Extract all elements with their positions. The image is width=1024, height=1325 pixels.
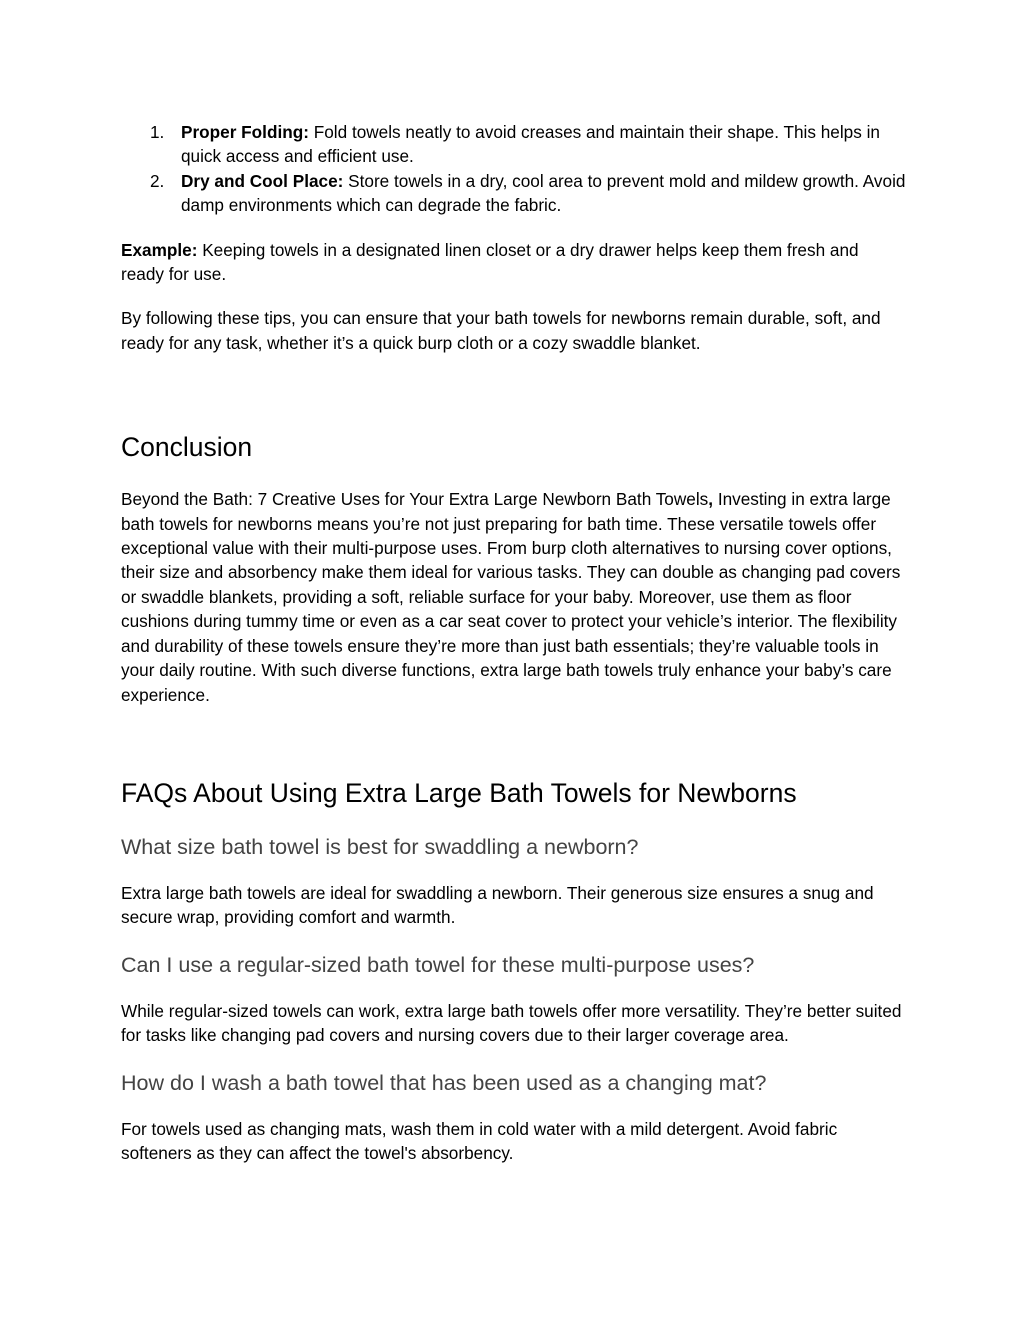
faq-answer: Extra large bath towels are ideal for swaddling a newborn. Their generous size ensures a snug and secure wrap, providing comfort and warmth. — [121, 882, 874, 928]
list-item — [121, 120, 906, 169]
list-item-text: Store towels in a dry, cool area to prevent mold and mildew growth. Avoid damp environments which can degrade the fabric. — [181, 170, 906, 216]
faq-question: How do I wash a bath towel that has been used as a changing mat? — [121, 1070, 767, 1095]
list-item-title: Dry and Cool Place: — [181, 170, 344, 191]
faq-question: What size bath towel is best for swaddling a newborn? — [121, 834, 639, 859]
list-item — [121, 169, 906, 218]
faq-answer: While regular-sized towels can work, extra large bath towels offer more versatility. They’re better suited for tasks like changing pad covers and nursing covers due to their larger coverage area. — [121, 1000, 902, 1046]
faq-question: Can I use a regular-sized bath towel for these multi-purpose uses? — [121, 952, 755, 977]
list-item-number: 2. — [150, 170, 165, 191]
list-item-text: Fold towels neatly to avoid creases and maintain their shape. This helps in quick access and efficient use. — [181, 122, 880, 167]
list-item-title: Proper Folding: — [181, 122, 309, 142]
conclusion-heading: Conclusion — [121, 432, 253, 463]
closing-tip-paragraph: By following these tips, you can ensure that your bath towels for newborns remain durable, soft, and ready for any task, whether it’s a quick burp cloth or a cozy swaddle blanket. — [121, 308, 881, 353]
conclusion-comma: , — [708, 489, 714, 510]
conclusion-lead: Beyond the Bath: 7 Creative Uses for Your Extra Large Newborn Bath Towels — [121, 489, 709, 510]
list-item-number: 1. — [150, 122, 165, 142]
example-paragraph — [121, 238, 906, 287]
faq-answer: For towels used as changing mats, wash them in cold water with a mild detergent. Avoid fabric softeners as they can affect the towel's absorbency. — [121, 1118, 838, 1163]
conclusion-text: Investing in extra large bath towels for newborns means you’re not just preparing for bath time. These versatile towels offer exceptional value with their multi-purpose uses. From burp cloth alternatives to nursing cover options, their size and absorbency make them ideal for various tasks. They can double as changing pad covers or swaddle blankets, providing a soft, reliable surface for your baby. Moreover, use them as floor cushions during tummy time or even as a car seat cover to protect your vehicle’s interior. The flexibility and durability of these towels ensure they’re more than just bath essentials; they’re valuable tools in your daily routine. With such diverse functions, extra large bath towels truly enhance your baby’s care experience. — [121, 489, 901, 705]
faqs-heading: FAQs About Using Extra Large Bath Towels for Newborns — [121, 777, 797, 808]
conclusion-paragraph — [121, 487, 906, 707]
example-label: Example: — [121, 239, 198, 260]
storage-tips-list — [121, 120, 906, 218]
example-text: Keeping towels in a designated linen closet or a dry drawer helps keep them fresh and ready for use. — [121, 239, 859, 285]
